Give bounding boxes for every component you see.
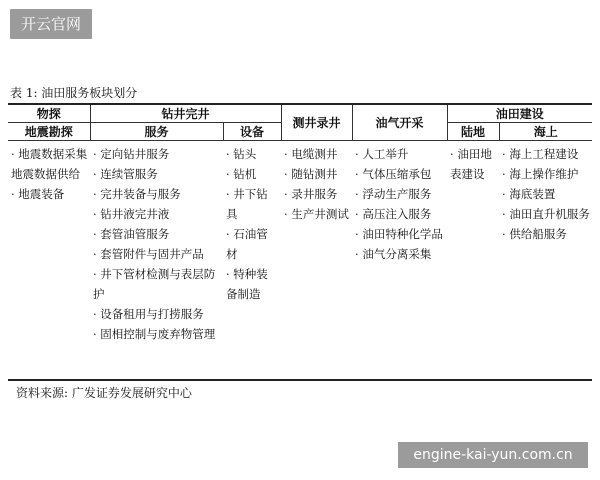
list-item: · 井下管材检测与表层防护 <box>93 267 216 301</box>
list-item: · 供给船服务 <box>502 227 567 241</box>
list-item: · 井下钻具 <box>226 187 268 221</box>
source-note: 资料来源: 广发证券发展研究中心 <box>16 386 192 400</box>
list-item: · 设备租用与打捞服务 <box>93 307 204 321</box>
header-youtian: 油田建设 <box>447 104 592 123</box>
body-row <box>8 141 592 381</box>
cell-dizhen <box>8 141 90 381</box>
header-row-1 <box>8 104 592 123</box>
list-item: · 随钻测井 <box>284 167 338 181</box>
list-item: · 钻头 <box>226 147 257 161</box>
list-item: · 油气分离采集 <box>355 247 432 261</box>
list-item: · 油田特种化学品 <box>355 227 443 241</box>
list-item: · 石油管材 <box>226 227 268 261</box>
list-item: · 油田地表建设 <box>450 147 492 181</box>
cell-fuwu <box>90 141 223 381</box>
header-dizhen: 地震勘探 <box>8 123 90 141</box>
list-item: · 钻井液完井液 <box>93 207 170 221</box>
header-haishang: 海上 <box>499 123 592 141</box>
header-cejing: 测井录井 <box>281 104 352 141</box>
header-zuanjing: 钻井完井 <box>90 104 281 123</box>
list-item: · 海底装置 <box>502 187 556 201</box>
header-wutan: 物探 <box>8 104 90 123</box>
list-item: · 固相控制与废弃物管理 <box>93 327 216 341</box>
list-item: · 气体压缩承包 <box>355 167 432 181</box>
cell-cejing <box>281 141 352 381</box>
header-fuwu: 服务 <box>90 123 223 141</box>
header-ludi: 陆地 <box>447 123 499 141</box>
oilfield-services-table <box>8 103 592 381</box>
list-item: · 浮动生产服务 <box>355 187 432 201</box>
cell-ludi <box>447 141 499 381</box>
list-item: 地震数据供给 <box>11 167 80 181</box>
list-item: · 海上操作维护 <box>502 167 579 181</box>
cell-youqi <box>352 141 447 381</box>
list-item: · 完井装备与服务 <box>93 187 181 201</box>
list-item: · 地震数据采集 <box>11 147 88 161</box>
cell-haishang <box>499 141 592 381</box>
list-item: · 海上工程建设 <box>502 147 579 161</box>
list-item: · 特种装备制造 <box>226 267 268 301</box>
list-item: · 油田直升机服务 <box>502 207 590 221</box>
list-item: · 套管附件与固井产品 <box>93 247 204 261</box>
list-item: · 录井服务 <box>284 187 338 201</box>
list-item: · 人工举升 <box>355 147 409 161</box>
cell-shebei <box>223 141 281 381</box>
header-youqi: 油气开采 <box>352 104 447 141</box>
list-item: · 钻机 <box>226 167 257 181</box>
list-item: · 连续管服务 <box>93 167 158 181</box>
list-item: · 套管油管服务 <box>93 227 170 241</box>
list-item: · 定向钻井服务 <box>93 147 170 161</box>
list-item: · 生产井测试 <box>284 207 349 221</box>
table-caption: 表 1: 油田服务板块划分 <box>10 86 138 100</box>
list-item: · 高压注入服务 <box>355 207 432 221</box>
list-item: · 地震装备 <box>11 187 65 201</box>
watermark-bottom-right: engine-kai-yun.com.cn <box>398 442 588 468</box>
list-item: · 电缆测井 <box>284 147 338 161</box>
watermark-top-left: 开云官网 <box>10 9 92 39</box>
header-shebei: 设备 <box>223 123 281 141</box>
